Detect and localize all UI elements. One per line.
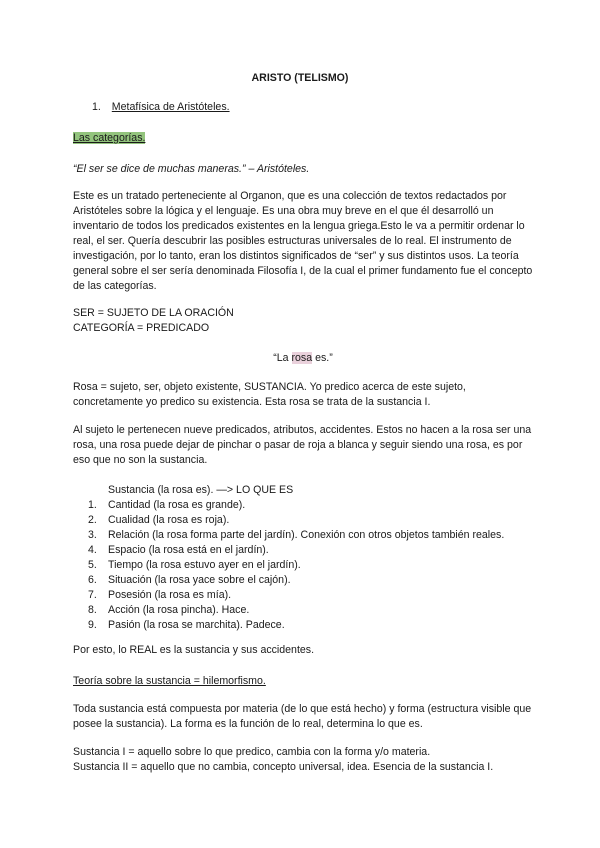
quote [73,162,533,177]
paragraph-sujeto: Al sujeto le pertenecen nueve predicados, atributos, accidentes. Estos no hacen a la rosa ser una rosa, una rosa puede dejar de pinchar o pasar de roja a blanca y seguir siendo una rosa, es por eso que no son la sustancia. [73,424,532,466]
equation-categoria: CATEGORÍA = PREDICADO [73,322,210,334]
section-heading [92,100,552,115]
quote-author: – Aristóteles. [245,163,310,175]
list-item: 2. Cualidad (la rosa es roja). [88,514,230,526]
sustancia-two: Sustancia II = aquello que no cambia, concepto universal, idea. Esencia de la sustancia I. [73,761,494,773]
example-highlight: rosa [291,352,313,364]
example-post: es.” [312,352,333,364]
quote-text: “El ser se dice de muchas maneras.” [73,163,246,175]
document-title: ARISTO (TELISMO) [251,72,349,84]
paragraph-real: Por esto, lo REAL es la sustancia y sus accidentes. [73,644,315,656]
list-item: 1. Cantidad (la rosa es grande). [88,499,246,511]
list-item: 6. Situación (la rosa yace sobre el cajón). [88,574,291,586]
sustancia-definitions [73,745,543,775]
list-item: 7. Posesión (la rosa es mía). [88,589,232,601]
example-sentence [73,351,533,366]
section-number: 1. [92,101,101,113]
sustancia-one: Sustancia I = aquello sobre lo que predico, cambia con la forma y/o materia. [73,746,431,758]
list-item: 4. Espacio (la rosa está en el jardín). [88,544,269,556]
categorias-heading [73,131,533,146]
paragraph-hilemorfismo: Toda sustancia está compuesta por materia (de lo que está hecho) y forma (estructura visible que posee la sustancia). La forma es la función de lo real, determina lo que es. [73,703,532,730]
equation-ser: SER = SUJETO DE LA ORACIÓN [73,307,234,319]
section-label: Metafísica de Aristóteles. [111,101,230,113]
paragraph-rosa: Rosa = sujeto, ser, objeto existente, SUSTANCIA. Yo predico acerca de este sujeto, concretamente yo predico su existencia. Esta rosa se trata de la sustancia I. [73,381,466,408]
list-item: 3. Relación (la rosa forma parte del jardín). Conexión con otros objetos también reales. [88,529,505,541]
list-intro: Sustancia (la rosa es). —> LO QUE ES [108,484,294,496]
equations [73,306,533,336]
teoria-heading [73,674,533,689]
paragraph-organon: Este es un tratado perteneciente al Organon, que es una colección de textos redactados por Aristóteles sobre la lógica y el lenguaje. Es una obra muy breve en el que él desarrolló un inventario de todos los predicados existentes en la lengua griega.Esto le va a permitir ordenar lo real, el ser. Quería descubrir las posibles estructuras universales de lo real. El instrumento de investigación, por lo tanto, eran los distintos significados de “ser” y sus distintos usos. La teoría general sobre el ser sería denominada Filosofía I, de la cual el primer fundamento fue el concepto de las categorías. [73,190,533,292]
list-item: 8. Acción (la rosa pincha). Hace. [88,604,250,616]
example-pre: “La [273,352,292,364]
categorias-heading-text: Las categorías. [73,132,146,144]
teoria-heading-text: Teoría sobre la sustancia = hilemorfismo. [73,675,266,687]
categories-list [88,498,504,633]
list-item: 9. Pasión (la rosa se marchita). Padece. [88,619,285,631]
list-item: 5. Tiempo (la rosa estuvo ayer en el jardín). [88,559,301,571]
